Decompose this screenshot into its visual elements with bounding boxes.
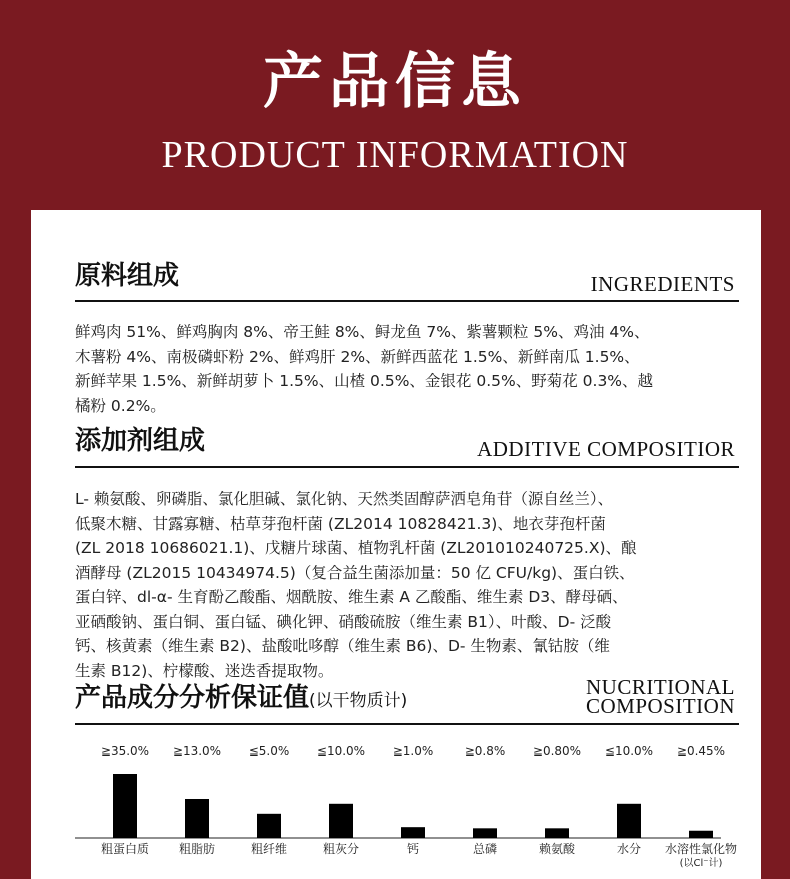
ingredients-line: 鲜鸡肉 51%、鲜鸡胸肉 8%、帝王鲑 8%、鲟龙鱼 7%、紫薯颗粒 5%、鸡油 4%、 (75, 323, 650, 341)
additives-title: 添加剂组成 (75, 426, 206, 456)
additives-line: L- 赖氨酸、卵磷脂、氯化胆碱、氯化钠、天然类固醇萨洒皂角苷（源自丝兰）、 (75, 490, 614, 508)
nutrition-title-note: (以干物质计) (309, 691, 408, 711)
bar-category-label: 水溶性氯化物 (664, 842, 738, 856)
additives-line: 蛋白锌、dl-α- 生育酚乙酸酯、烟酰胺、维生素 A 乙酸酯、维生素 D3、酵母硒、 (75, 588, 628, 606)
additives-line: 生素 B12)、柠檬酸、迷迭香提取物。 (75, 661, 334, 680)
bar-value-label: ≧13.0% (172, 744, 222, 758)
chart-bar (473, 828, 497, 838)
nutrition-title (75, 677, 407, 714)
ingredients-header (75, 258, 735, 298)
bar-category-label: 粗灰分 (322, 842, 360, 856)
nutrition-title-en (585, 675, 735, 718)
ingredients-line: 木薯粉 4%、南极磷虾粉 2%、鲜鸡肝 2%、新鲜西蓝花 1.5%、新鲜南瓜 1.5%、 (75, 347, 640, 366)
bar-category-label: 钙 (406, 842, 420, 856)
nutrition-bar-chart (75, 740, 741, 875)
additives-divider (75, 466, 739, 468)
bar-value-label: ≦10.0% (604, 744, 654, 758)
nutrition-title-en-line2: COMPOSITION (585, 694, 735, 718)
bar-value-label: ≧1.0% (392, 744, 434, 758)
header-banner (0, 0, 790, 210)
bar-value-label: ≧0.8% (464, 744, 506, 758)
bar-value-label: ≧0.80% (532, 744, 582, 758)
page-subtitle: PRODUCT INFORMATION (161, 134, 629, 176)
bar-value-label: ≧0.45% (676, 744, 726, 758)
chart-bar (617, 804, 641, 838)
additives-line: 低聚木糖、甘露寡糖、枯草芽孢杆菌 (ZL2014 10828421.3)、地衣芽孢杆菌 (75, 514, 606, 533)
chart-bar (401, 827, 425, 838)
bar-category-label: 水分 (616, 842, 642, 856)
bar-category-label: 粗纤维 (250, 842, 288, 856)
bar-category-label: 总磷 (472, 842, 498, 856)
bar-category-label: 粗脂肪 (178, 842, 216, 856)
bar-category-note: (以Cl⁻计) (679, 858, 723, 869)
bar-value-label: ≦5.0% (248, 744, 290, 758)
ingredients-divider (75, 300, 739, 302)
ingredients-title-en: INGREDIENTS (590, 272, 735, 296)
ingredients-title: 原料组成 (75, 261, 180, 291)
ingredients-line: 新鲜苹果 1.5%、新鲜胡萝卜 1.5%、山楂 0.5%、金银花 0.5%、野菊花 0.3%、越 (75, 372, 654, 390)
additives-line: 亚硒酸钠、蛋白铜、蛋白锰、碘化钾、硝酸硫胺（维生素 B1）、叶酸、D- 泛酸 (75, 612, 612, 631)
chart-bar (185, 799, 209, 838)
ingredients-text (75, 320, 741, 418)
nutrition-chart (75, 740, 741, 875)
info-card (31, 210, 761, 879)
nutrition-divider (75, 723, 739, 725)
bar-category-label: 粗蛋白质 (100, 842, 150, 856)
additives-line: 酒酵母 (ZL2015 10434974.5)（复合益生菌添加量：50 亿 CFU/kg)、蛋白铁、 (75, 563, 635, 582)
additives-line: 钙、核黄素（维生素 B2)、盐酸吡哆醇（维生素 B6)、D- 生物素、氰钴胺（维 (75, 637, 610, 655)
chart-bar (689, 831, 713, 838)
additives-text (75, 487, 741, 683)
chart-bar (545, 828, 569, 838)
bar-category-label: 赖氨酸 (538, 842, 576, 856)
additives-header (75, 423, 735, 463)
additives-line: (ZL 2018 10686021.1)、戊糖片球菌、植物乳杆菌 (ZL201010240725.X)、酿 (75, 539, 637, 557)
chart-bar (257, 814, 281, 838)
nutrition-header (75, 676, 735, 720)
chart-bar (113, 774, 137, 838)
bar-value-label: ≧35.0% (100, 744, 150, 758)
chart-bar (329, 804, 353, 838)
ingredients-line: 橘粉 0.2%。 (75, 396, 166, 415)
bar-value-label: ≦10.0% (316, 744, 366, 758)
additives-title-en: ADDITIVE COMPOSITIOR (477, 437, 735, 461)
page-title: 产品信息 (263, 47, 527, 117)
nutrition-title-main: 产品成分分析保证值 (75, 683, 310, 713)
nutrition-title-en-line1: NUCRITIONAL (586, 675, 735, 699)
